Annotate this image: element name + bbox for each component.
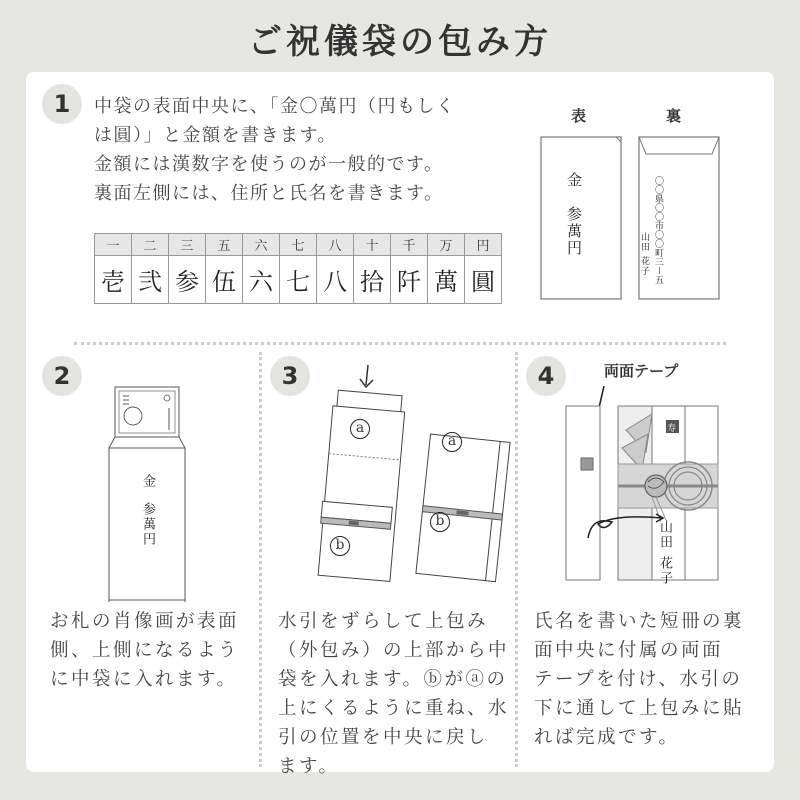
step-3-text [278,607,509,781]
divider-horizontal [74,342,726,345]
step-3-line: 袋を入れます。ⓑがⓐの [278,669,508,690]
kanji-formal-cell: 圓 [465,256,502,304]
back-address: 〇〇県〇〇市〇〇町三ー五 [653,176,663,284]
kanji-header-cell: 二 [132,234,169,256]
front-label: 表 [571,107,587,125]
kanji-header-cell: 三 [169,234,206,256]
kanji-header-cell: 万 [428,234,465,256]
step-1-line: 中袋の表面中央に、「金〇萬円（円もしく [94,96,456,117]
step-3-line: 引の位置を中央に戻し [278,727,489,748]
kanji-header-cell: 六 [243,234,280,256]
step-3-line: （外包み）の上部から中 [278,640,510,661]
double-sided-tape-label: 両面テープ [604,362,679,380]
step-4-line: れば完成です。 [534,727,680,748]
step-3-badge: 3 [270,356,310,396]
back-name: 山田 花子 [639,232,649,276]
step-3-line: 上にくるように重ね、水 [278,698,510,719]
kanji-formal-cell: 弐 [132,256,169,304]
step-4-line: 面中央に付属の両面 [534,640,724,661]
kanji-formal-cell: 八 [317,256,354,304]
step-1-badge: 1 [42,84,82,124]
step-3-line: 水引をずらして上包み [278,611,489,632]
kanji-formal-cell: 七 [280,256,317,304]
step-3-line: ます。 [278,756,340,777]
kanji-formal-cell: 参 [169,256,206,304]
kanji-formal-cell: 六 [243,256,280,304]
front-kin: 金 [565,172,583,189]
step-2-line: 側、上側になるよう [50,640,240,661]
kanji-formal-cell: 伍 [206,256,243,304]
kanji-numeral-table [94,233,502,304]
mark-a: a [350,419,370,439]
kanji-header-cell: 五 [206,234,243,256]
bill-in-envelope-illustration [101,382,191,602]
kanji-header-cell: 八 [317,234,354,256]
step-4-text [534,607,744,752]
kanji-formal-cell: 阡 [391,256,428,304]
kanji-formal-cell: 壱 [95,256,132,304]
step-4-badge: 4 [526,356,566,396]
kanji-header-cell: 十 [354,234,391,256]
kanji-header-cell: 七 [280,234,317,256]
kanji-header-cell: 一 [95,234,132,256]
kanji-formal-cell: 萬 [428,256,465,304]
mark-b: b [430,512,450,532]
kanji-header-row [95,234,502,256]
step-2-line: お札の肖像画が表面 [50,611,240,632]
front-amount: 参萬円 [565,206,583,257]
kanji-header-cell: 千 [391,234,428,256]
step-1-text [94,92,456,208]
step-1-line: 金額には漢数字を使うのが一般的です。 [94,154,444,175]
back-label: 裏 [666,107,682,125]
inserting-envelope-illustration [306,357,516,597]
step-2-text [50,607,239,694]
mark-b: b [330,536,350,556]
step-4-name: 山田 花子 [657,520,672,587]
divider-vertical [259,352,262,767]
kanji-header-cell: 円 [465,234,502,256]
kotobuki-label: 寿 [667,424,677,434]
step-2-amount: 参萬円 [140,502,155,547]
mark-a: a [442,432,462,452]
step-4-line: 下に通して上包みに貼 [534,698,745,719]
step-2-line: に中袋に入れます。 [50,669,238,690]
instructions-card [26,72,774,777]
kanji-formal-row [95,256,502,304]
step-1-line: 裏面左側には、住所と氏名を書きます。 [94,183,444,204]
step-2-badge: 2 [42,356,82,396]
step-4-line: 氏名を書いた短冊の裏 [534,611,745,632]
step-4-line: テープを付け、水引の [534,669,743,690]
kanji-formal-cell: 拾 [354,256,391,304]
step-1-line: は圓）」と金額を書きます。 [94,125,338,146]
step-2-kin: 金 [140,474,155,489]
page-title: ご祝儀袋の包み方 [248,22,552,62]
